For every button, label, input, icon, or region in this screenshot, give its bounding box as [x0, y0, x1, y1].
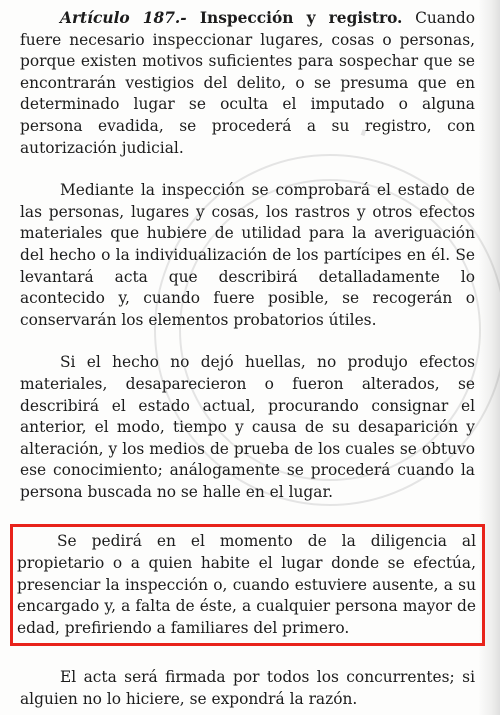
article-heading: [60, 9, 402, 27]
article-number: Artículo 187.-: [60, 9, 187, 27]
paragraph-1-text: Cuando fuere necesario inspeccionar lugares, cosas o personas, porque existen motivos suficientes para sospechar que se encontrarán vestigios del delito, o se presuma que en determinado lugar se oculta el imputado o alguna persona evadida, se procederá a su registro, con autorización judicial.: [20, 9, 475, 157]
article-body: [17, 8, 476, 711]
highlighted-paragraph-box: [10, 524, 485, 646]
paragraph-5: El acta será firmada por todos los concurrentes; si alguien no lo hiciere, se expondrá la razón.: [20, 668, 475, 709]
paragraph-4-highlighted: Se pedirá en el momento de la diligencia al propietario o a quien habite el lugar donde se efectúa, presenciar la inspección o, cuando estuviere ausente, a su encargado y, a falta de éste, a cualquier persona mayor de edad, prefiriendo a familiares del primero.: [17, 532, 476, 637]
article-title: Inspección y registro.: [199, 9, 403, 27]
paragraph-3: Si el hecho no dejó huellas, no produjo efectos materiales, desaparecieron o fueron alterados, se describirá el estado actual, procurando consignar el anterior, el modo, tiempo y causa de su desaparición y alteración, y los medios de prueba de los cuales se obtuvo ese conocimiento; análogamente se procederá cuando la persona buscada no se halle en el lugar.: [20, 353, 475, 501]
paragraph-1: [20, 8, 475, 159]
paragraph-2: Mediante la inspección se comprobará el estado de las personas, lugares y cosas, los rastros y otros efectos materiales que hubiere de utilidad para la averiguación del hecho o la individualización de los partícipes en él. Se levantará acta que describirá detalladamente lo acontecido y, cuando fuere posible, se recogerán o conservarán los elementos probatorios útiles.: [20, 181, 475, 329]
